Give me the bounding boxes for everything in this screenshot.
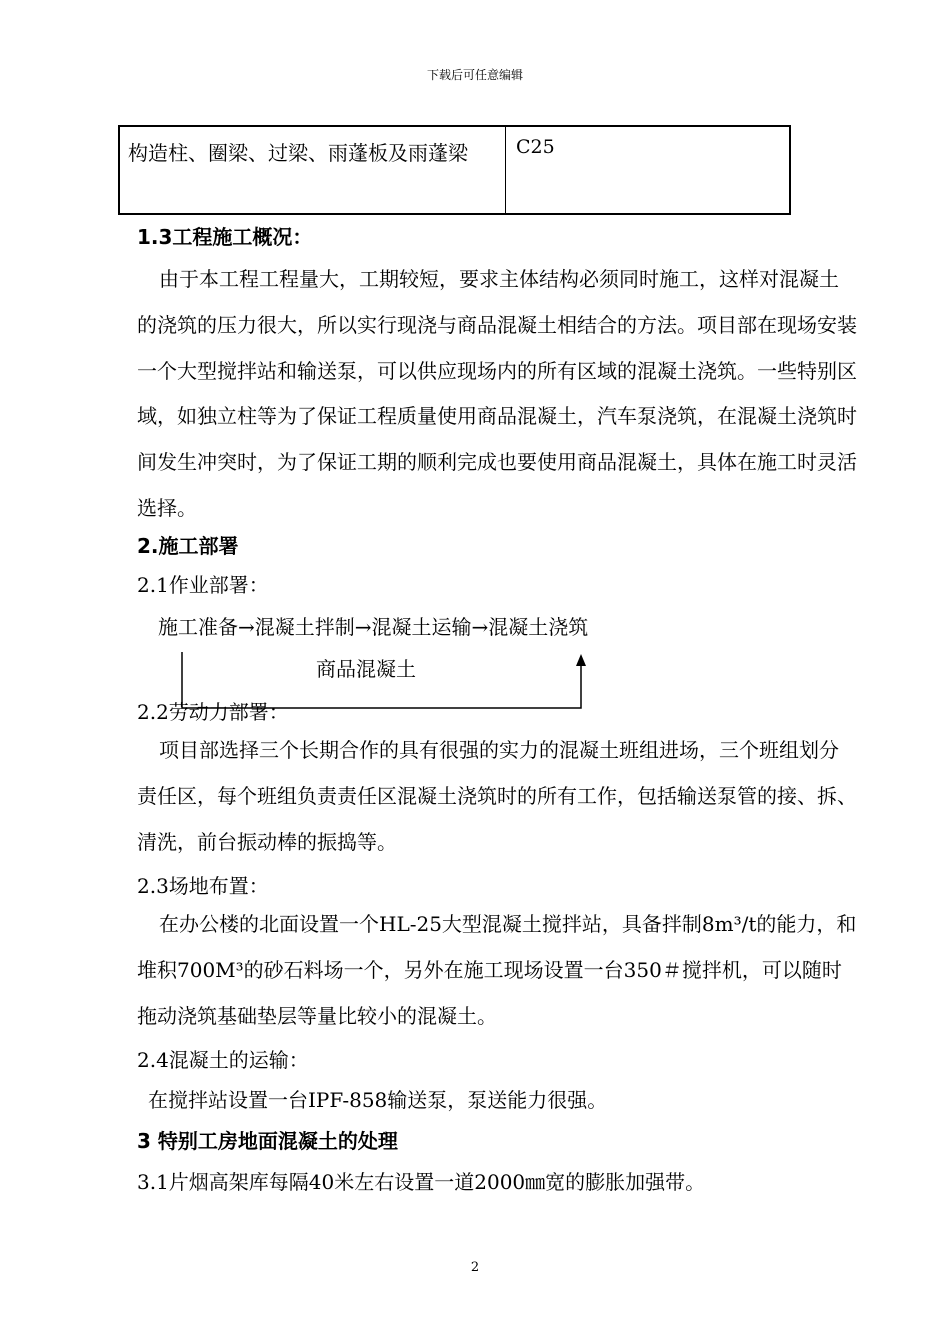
section-2-title: 2.施工部署 bbox=[137, 534, 239, 558]
section-2-3-paragraph: 在办公楼的北面设置一个HL-25大型混凝土搅拌站，具备拌制8m³/t的能力，和堆积700M³的砂石料场一个，另外在施工现场设置一台350＃搅拌机，可以随时拖动浇筑基础垫层等量比较小的混凝土。 bbox=[137, 912, 857, 1028]
section-2-2-title: 2.2劳动力部署： bbox=[137, 700, 289, 724]
flow-row bbox=[158, 612, 588, 642]
section-2-1-title: 2.1作业部署： bbox=[137, 573, 269, 597]
flow-arrow-icon: → bbox=[471, 615, 489, 639]
section-3-1-line: 3.1片烟高架库每隔40米左右设置一道2000㎜宽的膨胀加强带。 bbox=[137, 1170, 706, 1194]
flow-step-prepare: 施工准备 bbox=[158, 615, 238, 639]
section-2-3-title: 2.3场地布置： bbox=[137, 874, 269, 898]
table-cell-member: 构造柱、圈梁、过梁、雨蓬板及雨蓬梁 bbox=[120, 127, 506, 213]
page-header: 下载后可任意编辑 bbox=[426, 68, 523, 82]
flow-step-transport: 混凝土运输 bbox=[371, 615, 472, 639]
section-3-title: 3 特别工房地面混凝土的处理 bbox=[137, 1129, 398, 1153]
page-number: 2 bbox=[470, 1260, 480, 1275]
grade-table bbox=[118, 125, 791, 215]
flow-step-pouring: 混凝土浇筑 bbox=[488, 615, 589, 639]
flow-arrow-icon: → bbox=[238, 615, 255, 639]
flow-arrow-icon: → bbox=[354, 615, 372, 639]
flow-step-mixing: 混凝土拌制 bbox=[254, 615, 355, 639]
section-1-3-paragraph: 由于本工程工程量大，工期较短，要求主体结构必须同时施工，这样对混凝土的浇筑的压力很大，所以实行现浇与商品混凝土相结合的方法。项目部在现场安装一个大型搅拌站和输送泵，可以供应现场内的所有区域的混凝土浇筑。一些特别区域，如独立柱等为了保证工程质量使用商品混凝土，汽车泵浇筑，在混凝土浇筑时间发生冲突时，为了保证工期的顺利完成也要使用商品混凝土，具体在施工时灵活选择。 bbox=[137, 267, 857, 520]
section-2-2-paragraph: 项目部选择三个长期合作的具有很强的实力的混凝土班组进场，三个班组划分责任区，每个班组负责责任区混凝土浇筑时的所有工作，包括输送泵管的接、拆、清洗，前台振动棒的振捣等。 bbox=[137, 738, 857, 854]
flow-bypass-label: 商品混凝土 bbox=[316, 657, 416, 681]
section-1-3-title: 1.3工程施工概况： bbox=[137, 225, 313, 249]
table-cell-grade: C25 bbox=[516, 136, 555, 158]
section-2-4-title: 2.4混凝土的运输： bbox=[137, 1048, 309, 1072]
section-2-4-paragraph: 在搅拌站设置一台IPF-858输送泵，泵送能力很强。 bbox=[148, 1088, 608, 1112]
